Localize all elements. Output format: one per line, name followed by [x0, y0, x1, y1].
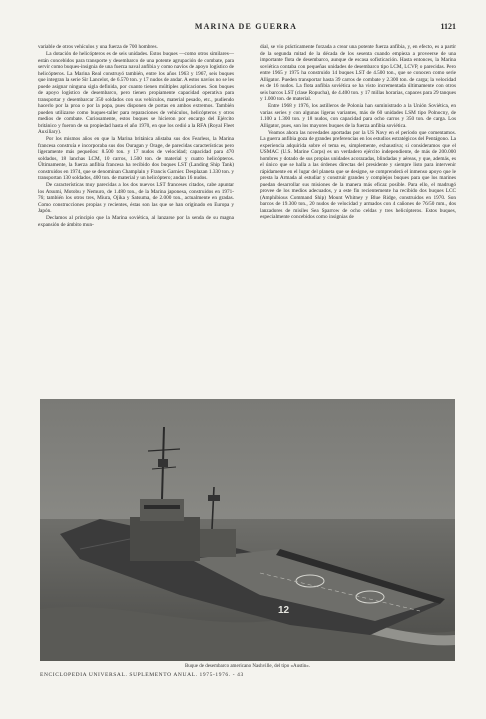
- bridge: [140, 499, 184, 521]
- right-text-column: [260, 44, 456, 221]
- paragraph: Declamos al principio que la Marina soviética, al lanzarse por la senda de su magna expansión de ámbito mun-: [38, 215, 234, 228]
- paragraph: Veamos ahora las novedades aportadas por la US Navy en el período que comentamos. La guerra anfibia goza de grandes preferencias en los estudios estratégicos del Pentágono. La experiencia adquirida sobre el tema es, simplemente, exhaustiva; si consideramos que el USMAC (U.S. Marine Corps) es un verdadero ejército independiente, de más de 200.000 hombres y dotado de sus propias unidades acorazadas, blindadas y aéreas, y que, además, es el único que se halla a las órdenes directas del presidente y siempre listo para intervenir rápidamente en el lugar del planeta que se designe, se comprenderá el inmenso apoyo que le presta la Armada al estudiar y construir grandes y complejos buques para que los marines puedan desarrollar sus misiones de la manera más eficaz posible. Para ello, el madrugó provee de los medios adecuados, y a este fin recientemente ha recibido dos buques LCC (Amphibious Command Ship) Mount Whitney y Blue Ridge, construidos en 1970. Son barcos de 19.300 ton., 20 nudos de velocidad y armados con 4 cañones de 76/50 mm., dos lanzadores de misiles Sea Sparrow de ocho celdas y tres helicópteros. Estos buques, especialmente concebidos como insignias de: [260, 129, 456, 221]
- page-title: MARINA DE GUERRA: [194, 22, 298, 31]
- left-text-column: [38, 44, 234, 228]
- page-header: [36, 22, 456, 36]
- paragraph: Entre 1968 y 1976, los astilleros de Polonia han suministrado a la Unión Soviética, en varias series y con algunas ligeras variantes, más de 60 unidades LSM tipo Polnocny, de 1.100 a 1.300 ton. y 18 nudos, con capacidad para ocho carros y 350 ton. de carga. Los Alligator, pues, son los mayores buques de la fuerza anfibia soviética.: [260, 103, 456, 129]
- radar-antenna: [158, 459, 168, 467]
- radar-antenna: [208, 495, 220, 501]
- paragraph: La dotación de helicópteros es de seis unidades. Estos buques —como otros similares— están concebidos para transporte y desembarco de una potente agrupación de combate, para servir como buques-insignia de una fuerza naval anfibia y como navíos de apoyo logístico de helicópteros. La Marina Real construyó también, entre los años 1963 y 1967, seis buques que integran la serie Sir Lancelot, de 6.570 ton. y 17 nudos de andar. A estos navíos no se les puede asignar ninguna sigla definida, por cuanto tienen múltiples aplicaciones. Son buques de apoyo logístico de desembarco, pero tienen propiamente capacidad operativa para transportar y desembarcar 350 soldados con sus vehículos, material pesado, etc., pudiendo hacerlo por la proa o por la popa, pues disponen de portas en ambos extremos. También pueden utilizarse como buques-taller para reparaciones de vehículos, helicópteros y otros medios de combate. Curiosamente, estos buques se hicieron por encargo del Ejército británico y fueron de su propiedad hasta el año 1970, en que los cedió a la RFA (Royal Fleet Auxiliary).: [38, 51, 234, 136]
- paragraph: variable de otros vehículos y una fuerza de 700 hombres.: [38, 44, 158, 50]
- page-footer: ENCICLOPEDIA UNIVERSAL. SUPLEMENTO ANUAL. 1975-1976. - 43: [40, 672, 244, 678]
- bridge-windows: [144, 505, 180, 509]
- page-number: 1121: [440, 22, 456, 31]
- paragraph: De características muy parecidas a los dos nuevos LST franceses citados, cabe apuntar los Atsumi, Motobu y Nemuro, de 1.480 ton., de la Marina japonesa, construidos en 1971-76; también los otros tres, Miura, Ojika y Satsuma, de 2.000 ton., actualmente en gradas. Como construcciones propias y recientes, éstas son las que se han originado en Europa y Japón.: [38, 182, 234, 215]
- paragraph: Por los mismos años en que la Marina británica alistaba sus dos Fearless, la Marina francesa construía e incorporaba sus dos Ouragan y Orage, de parecidas características pero ligeramente más pequeños: 8.500 ton. y 17 nudos de velocidad; capacidad para 470 soldados, 18 lanchas LCM, 10 carros, 1.500 ton. de material y cuatro helicópteros. Últimamente, la fuerza anfibia francesa ha recibido dos buques LST (Landing Ship Tank) construidos en 1974, que se denominan Champlain y Francis Garnier. Desplazan 1.330 ton. y transportan 130 soldados, 400 ton. de material y un helicóptero; andan 16 nudos.: [38, 136, 234, 182]
- ship-photograph: [40, 399, 455, 661]
- paragraph: dial, se vio prácticamente forzada a crear una potente fuerza anfibia, y, en efecto, es a partir de la segunda mitad de la década de los sesenta cuando empieza a proveerse de una importante flota de desembarco, aunque de escasa sofisticación. Hasta entonces, la Marina soviética contaba con pequeñas unidades de desembarco tipo LCM, LCVP, o parecidas. Pero entre 1965 y 1975 ha construido 14 buques LST de 4.500 ton., que se conocen como serie Alligator. Pueden transportar hasta 39 carros de combate y 2.300 ton. de carga; la velocidad es de 16 nudos. La flota anfibia soviética se ha visto incrementada últimamente con otros seis barcos LST (clase Ropucha), de 4.400 ton. y 17 millas horarias, capaces para 29 tanques y 1.000 ton. de material.: [260, 44, 456, 102]
- superstructure: [130, 517, 200, 561]
- hull-number: 12: [278, 605, 290, 616]
- ship-image: [40, 399, 455, 661]
- figure-caption: Buque de desembarco americano Nashville, del tipo «Austin».: [184, 664, 311, 669]
- hangar: [200, 529, 236, 557]
